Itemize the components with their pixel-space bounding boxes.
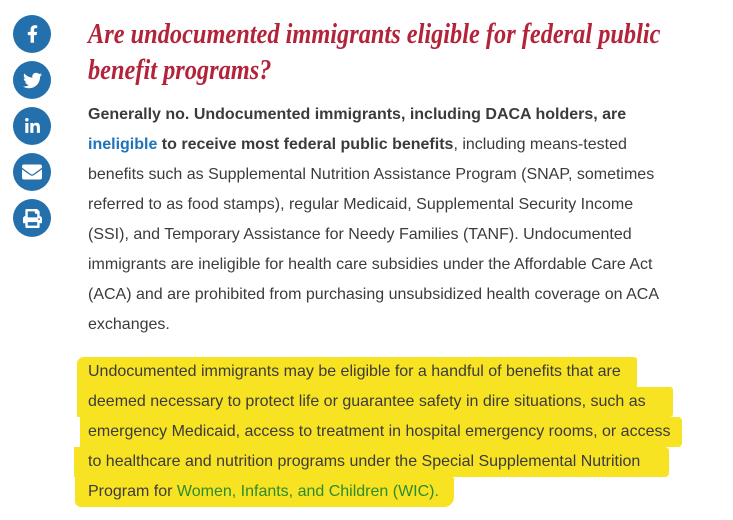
- para2-text: Program for: [88, 483, 177, 500]
- share-facebook-button[interactable]: [13, 15, 51, 53]
- share-email-button[interactable]: [13, 153, 51, 191]
- share-print-button[interactable]: [13, 199, 51, 237]
- highlighted-line: emergency Medicaid, access to treatment in hospital emergency rooms, or access: [88, 417, 682, 447]
- linkedin-icon: [24, 118, 41, 135]
- para1-line: [88, 130, 659, 160]
- para1-line: (ACA) and are prohibited from purchasing unsubsidized health coverage on ACA: [88, 286, 659, 303]
- highlighted-line: to healthcare and nutrition programs under the Special Supplemental Nutrition: [88, 447, 682, 477]
- paragraph-highlighted-exceptions: [88, 357, 682, 507]
- para1-line: benefits such as Supplemental Nutrition Assistance Program (SNAP, sometimes: [88, 166, 655, 183]
- highlighted-line: deemed necessary to protect life or guarantee safety in dire situations, such as: [88, 387, 682, 417]
- para1-line: exchanges.: [88, 316, 170, 333]
- email-icon: [22, 162, 42, 182]
- ineligible-link[interactable]: ineligible: [88, 136, 158, 153]
- para1-bold-text: to receive most federal public benefits: [157, 136, 454, 153]
- para1-line: referred to as food stamps), regular Medicaid, Supplemental Security Income: [88, 196, 634, 213]
- page-title-line-1: Are undocumented immigrants eligible for federal public: [88, 18, 661, 50]
- para1-line: (SSI), and Temporary Assistance for Needy Families (TANF). Undocumented: [88, 226, 632, 243]
- page-title-line-2: benefit programs?: [88, 54, 272, 86]
- share-linkedin-button[interactable]: [13, 107, 51, 145]
- paragraph-general-rule: [88, 100, 659, 340]
- wic-link[interactable]: Women, Infants, and Children (WIC).: [176, 483, 439, 500]
- facebook-icon: [27, 24, 38, 44]
- share-toolbar: [13, 15, 51, 237]
- para1-text: , including means-tested: [453, 136, 627, 153]
- share-twitter-button[interactable]: [13, 61, 51, 99]
- print-icon: [23, 209, 42, 228]
- twitter-icon: [23, 71, 42, 90]
- highlighted-line: [88, 477, 682, 507]
- para1-line: Generally no. Undocumented immigrants, including DACA holders, are: [88, 106, 627, 123]
- para1-line: immigrants are ineligible for health care subsidies under the Affordable Care Act: [88, 256, 653, 273]
- highlighted-line: Undocumented immigrants may be eligible for a handful of benefits that are: [88, 357, 682, 387]
- page-title: [88, 16, 733, 88]
